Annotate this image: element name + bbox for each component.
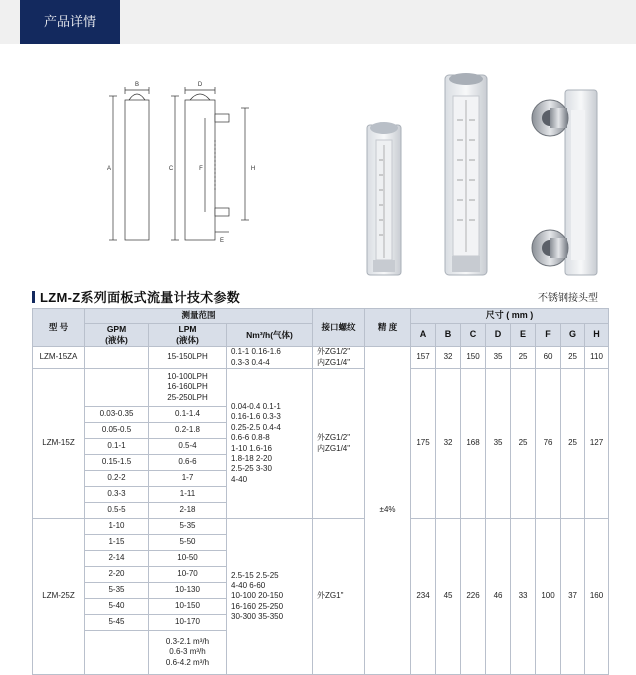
product-photos <box>345 70 615 280</box>
spec-subtitle: 不锈钢接头型 <box>538 293 598 304</box>
header-nm3: Nm³/h(气体) <box>227 324 313 347</box>
cell-dim-a: 157 <box>411 347 436 369</box>
dim-label-h: H <box>250 166 256 172</box>
cell-lpm: 0.6-6 <box>149 455 227 471</box>
cell-dim-h: 110 <box>585 347 609 369</box>
cell-dim-c: 168 <box>461 369 486 519</box>
cell-lpm: 0.3-2.1 m³/h 0.6-3 m³/h 0.6-4.2 m³/h <box>149 631 227 675</box>
dim-label-e: E <box>219 238 225 244</box>
cell-accuracy: ±4% <box>365 347 411 675</box>
header-size: 尺寸 ( mm ) <box>411 309 609 324</box>
cell-lpm: 5-50 <box>149 535 227 551</box>
cell-lpm: 10-100LPH 16-160LPH 25-250LPH <box>149 369 227 407</box>
header-accuracy: 精 度 <box>365 309 411 347</box>
cell-dim-h: 127 <box>585 369 609 519</box>
cell-dim-f: 76 <box>536 369 561 519</box>
cell-thread: 外ZG1" <box>313 519 365 675</box>
cell-lpm: 10-170 <box>149 615 227 631</box>
cell-gpm <box>85 369 149 407</box>
cell-gpm: 0.2-2 <box>85 471 149 487</box>
cell-dim-c: 226 <box>461 519 486 675</box>
cell-dim-c: 150 <box>461 347 486 369</box>
cell-dim-h: 160 <box>585 519 609 675</box>
stainless-fitting-flowmeter-photo <box>532 90 597 275</box>
header-thread: 接口螺纹 <box>313 309 365 347</box>
dim-label-a: A <box>106 166 112 172</box>
cell-dim-b: 45 <box>436 519 461 675</box>
dim-label-f: F <box>199 166 203 172</box>
cell-nm3: 2.5-15 2.5-25 4-40 6-60 10-100 20-150 16-160 25-250 30-300 35-350 <box>227 519 313 675</box>
header-lpm: LPM (液体) <box>149 324 227 347</box>
cell-dim-g: 25 <box>561 347 585 369</box>
cell-dim-g: 37 <box>561 519 585 675</box>
tall-flowmeter-photo <box>445 73 487 275</box>
small-flowmeter-photo <box>367 122 401 275</box>
header-dim-e: E <box>511 324 536 347</box>
cell-gpm: 0.05-0.5 <box>85 423 149 439</box>
spec-title <box>32 287 240 306</box>
header-bar <box>0 0 636 44</box>
cell-dim-b: 32 <box>436 369 461 519</box>
cell-gpm <box>85 631 149 675</box>
cell-lpm: 10-70 <box>149 567 227 583</box>
cell-dim-e: 33 <box>511 519 536 675</box>
cell-model: LZM-15Z <box>33 369 85 519</box>
cell-lpm: 15-150LPH <box>149 347 227 369</box>
cell-lpm: 0.5-4 <box>149 439 227 455</box>
cell-dim-d: 35 <box>486 369 511 519</box>
header-dim-b: B <box>436 324 461 347</box>
table-row <box>33 347 609 369</box>
cell-gpm: 5-40 <box>85 599 149 615</box>
cell-dim-a: 175 <box>411 369 436 519</box>
cell-thread: 外ZG1/2" 内ZG1/4" <box>313 369 365 519</box>
cell-gpm: 2-14 <box>85 551 149 567</box>
spec-table <box>32 308 609 675</box>
cell-dim-d: 35 <box>486 347 511 369</box>
cell-gpm: 0.15-1.5 <box>85 455 149 471</box>
cell-dim-f: 60 <box>536 347 561 369</box>
title-accent-bar <box>32 291 35 303</box>
header-dim-d: D <box>486 324 511 347</box>
cell-lpm: 10-130 <box>149 583 227 599</box>
dimension-drawings <box>95 80 265 250</box>
cell-thread: 外ZG1/2" 内ZG1/4" <box>313 347 365 369</box>
cell-gpm: 0.5-5 <box>85 503 149 519</box>
cell-dim-d: 46 <box>486 519 511 675</box>
table-row <box>33 519 609 535</box>
cell-dim-f: 100 <box>536 519 561 675</box>
cell-dim-a: 234 <box>411 519 436 675</box>
cell-gpm: 2-20 <box>85 567 149 583</box>
cell-lpm: 0.1-1.4 <box>149 407 227 423</box>
header-dim-c: C <box>461 324 486 347</box>
cell-model: LZM-15ZA <box>33 347 85 369</box>
cell-model: LZM-25Z <box>33 519 85 675</box>
cell-gpm: 1-10 <box>85 519 149 535</box>
cell-lpm: 1-7 <box>149 471 227 487</box>
cell-lpm: 1-11 <box>149 487 227 503</box>
table-row <box>33 369 609 407</box>
cell-lpm: 0.2-1.8 <box>149 423 227 439</box>
cell-gpm: 1-15 <box>85 535 149 551</box>
dim-label-b: B <box>134 82 140 88</box>
cell-dim-b: 32 <box>436 347 461 369</box>
header-gpm: GPM (液体) <box>85 324 149 347</box>
cell-gpm: 0.3-3 <box>85 487 149 503</box>
cell-gpm: 5-35 <box>85 583 149 599</box>
cell-lpm: 10-150 <box>149 599 227 615</box>
cell-lpm: 2-18 <box>149 503 227 519</box>
cell-dim-e: 25 <box>511 369 536 519</box>
cell-lpm: 10-50 <box>149 551 227 567</box>
header-dim-f: F <box>536 324 561 347</box>
cell-gpm <box>85 347 149 369</box>
dim-label-d: D <box>197 82 203 88</box>
header-range: 测量范围 <box>85 309 313 324</box>
header-dim-a: A <box>411 324 436 347</box>
spec-title-text: LZM-Z系列面板式流量计技术参数 <box>40 290 241 305</box>
cell-nm3: 0.1-1 0.16-1.6 0.3-3 0.4-4 <box>227 347 313 369</box>
cell-nm3: 0.04-0.4 0.1-1 0.16-1.6 0.3-3 0.25-2.5 0.4-4 0.6-6 0.8-8 1-10 1.6-16 1.8-18 2-20 2.5-25 3-30 4-40 <box>227 369 313 519</box>
header-model: 型 号 <box>33 309 85 347</box>
cell-gpm: 0.03-0.35 <box>85 407 149 423</box>
cell-gpm: 5-45 <box>85 615 149 631</box>
cell-gpm: 0.1-1 <box>85 439 149 455</box>
header-dim-h: H <box>585 324 609 347</box>
cell-lpm: 5-35 <box>149 519 227 535</box>
header-dim-g: G <box>561 324 585 347</box>
spec-table-body <box>33 347 609 675</box>
cell-dim-e: 25 <box>511 347 536 369</box>
dim-label-c: C <box>168 166 174 172</box>
tab-product-details[interactable]: 产品详情 <box>20 0 120 44</box>
cell-dim-g: 25 <box>561 369 585 519</box>
